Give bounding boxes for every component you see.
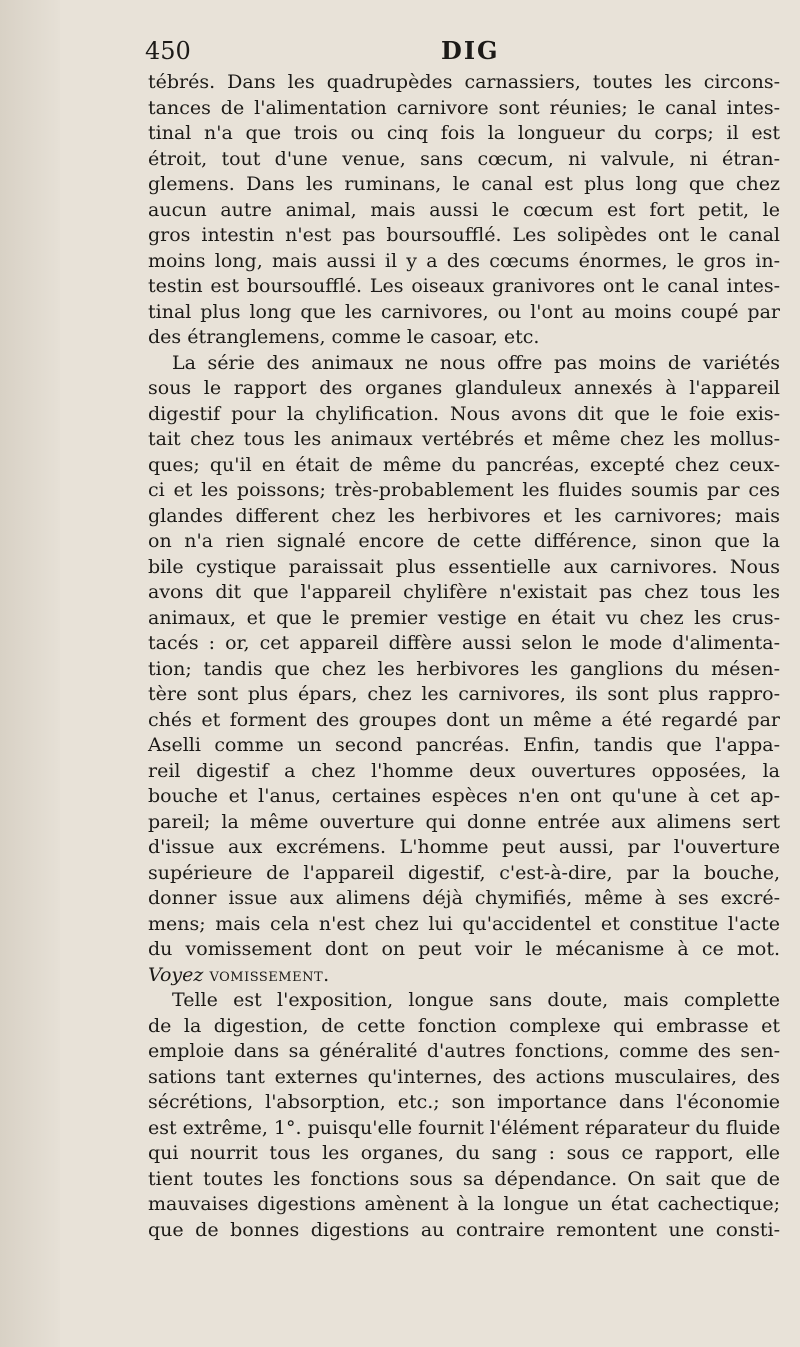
text-line: que de bonnes digestions au contraire remontent une consti- — [148, 1218, 780, 1241]
text-line: étroit, tout d'une venue, sans cœcum, ni valvule, ni étran- — [148, 147, 780, 170]
text-line: on n'a rien signalé encore de cette différence, sinon que la — [148, 530, 780, 552]
text-line: Telle est l'exposition, longue sans doute, mais complette — [172, 989, 780, 1011]
text-line: reil digestif a chez l'homme deux ouvertures opposées, la — [148, 759, 780, 782]
text-line: bouche et l'anus, certaines espèces n'en ont qu'une à cet ap- — [148, 785, 780, 807]
text-line: bile cystique paraissait plus essentielle aux carnivores. Nous — [148, 555, 780, 578]
text-line: qui nourrit tous les organes, du sang : sous ce rapport, elle — [148, 1142, 780, 1164]
text-line: pareil; la même ouverture qui donne entrée aux alimens sert — [148, 810, 780, 833]
text-line: ques; qu'il en était de même du pancréas, excepté chez ceux- — [148, 453, 780, 476]
text-line: sécrétions, l'absorption, etc.; son importance dans l'économie — [148, 1091, 780, 1113]
text-line: Aselli comme un second pancréas. Enfin, tandis que l'appa- — [148, 734, 780, 756]
text-line: avons dit que l'appareil chylifère n'existait pas chez tous les — [148, 581, 780, 603]
page-gutter — [0, 0, 60, 1347]
running-head: DIG — [441, 36, 500, 65]
text-line: supérieure de l'appareil digestif, c'est-à-dire, par la bouche, — [148, 861, 780, 884]
text-line: glemens. Dans les ruminans, le canal est plus long que chez — [148, 173, 780, 195]
text-line: tait chez tous les animaux vertébrés et même chez les mollus- — [148, 428, 780, 450]
text-line: tinal n'a que trois ou cinq fois la longueur du corps; il est — [148, 122, 780, 144]
text-line: mauvaises digestions amènent à la longue un état cachectique; — [148, 1193, 780, 1215]
text-line: tacés : or, cet appareil diffère aussi selon le mode d'alimenta- — [148, 632, 780, 654]
text-line: animaux, et que le premier vestige en était vu chez les crus- — [148, 606, 780, 629]
text-line: digestif pour la chylification. Nous avons dit que le foie exis- — [148, 402, 780, 425]
text-line: donner issue aux alimens déjà chymifiés, même à ses excré- — [148, 887, 780, 909]
page-number: 450 — [145, 37, 191, 65]
text-line: La série des animaux ne nous offre pas moins de variétés — [172, 351, 780, 374]
text-line: des étranglemens, comme le casoar, etc. — [148, 326, 540, 348]
text-line: d'issue aux excrémens. L'homme peut aussi, par l'ouverture — [148, 836, 780, 858]
text-line: chés et forment des groupes dont un même a été regardé par — [148, 708, 780, 731]
text-line: tient toutes les fonctions sous sa dépendance. On sait que de — [148, 1167, 780, 1190]
text-line: tinal plus long que les carnivores, ou l'ont au moins coupé par — [148, 300, 780, 323]
text-line: ci et les poissons; très-probablement les fluides soumis par ces — [148, 479, 780, 501]
body-text — [148, 70, 780, 1243]
voyez-line — [148, 963, 780, 989]
text-line: du vomissement dont on peut voir le mécanisme à ce mot. — [148, 938, 780, 960]
text-line: mens; mais cela n'est chez lui qu'accidentel et constitue l'acte — [148, 912, 780, 935]
text-line: tion; tandis que chez les herbivores les ganglions du mésen- — [148, 657, 780, 680]
text-line: tébrés. Dans les quadrupèdes carnassiers, toutes les circons- — [148, 71, 780, 93]
text-line: tère sont plus épars, chez les carnivores, ils sont plus rappro- — [148, 683, 780, 705]
text-line: moins long, mais aussi il y a des cœcums énormes, le gros in- — [148, 249, 780, 272]
text-line: aucun autre animal, mais aussi le cœcum est fort petit, le — [148, 198, 780, 221]
text-line: sations tant externes qu'internes, des actions musculaires, des — [148, 1065, 780, 1088]
text-line: gros intestin n'est pas boursoufflé. Les solipèdes ont le canal — [148, 224, 780, 246]
text-line: de la digestion, de cette fonction complexe qui embrasse et — [148, 1014, 780, 1037]
text-line: glandes different chez les herbivores et les carnivores; mais — [148, 504, 780, 527]
text-line: est extrême, 1°. puisqu'elle fournit l'élément réparateur du fluide — [148, 1116, 781, 1139]
text-line: tances de l'alimentation carnivore sont réunies; le canal intes- — [148, 96, 780, 119]
voyez-word: Voyez — [148, 963, 204, 986]
page-header — [145, 36, 785, 70]
text-line: testin est boursoufflé. Les oiseaux granivores ont le canal intes- — [148, 275, 780, 297]
cross-reference: vomissement. — [209, 963, 330, 986]
text-line: emploie dans sa généralité d'autres fonctions, comme des sen- — [148, 1040, 780, 1062]
text-line: sous le rapport des organes glanduleux annexés à l'appareil — [148, 377, 780, 399]
